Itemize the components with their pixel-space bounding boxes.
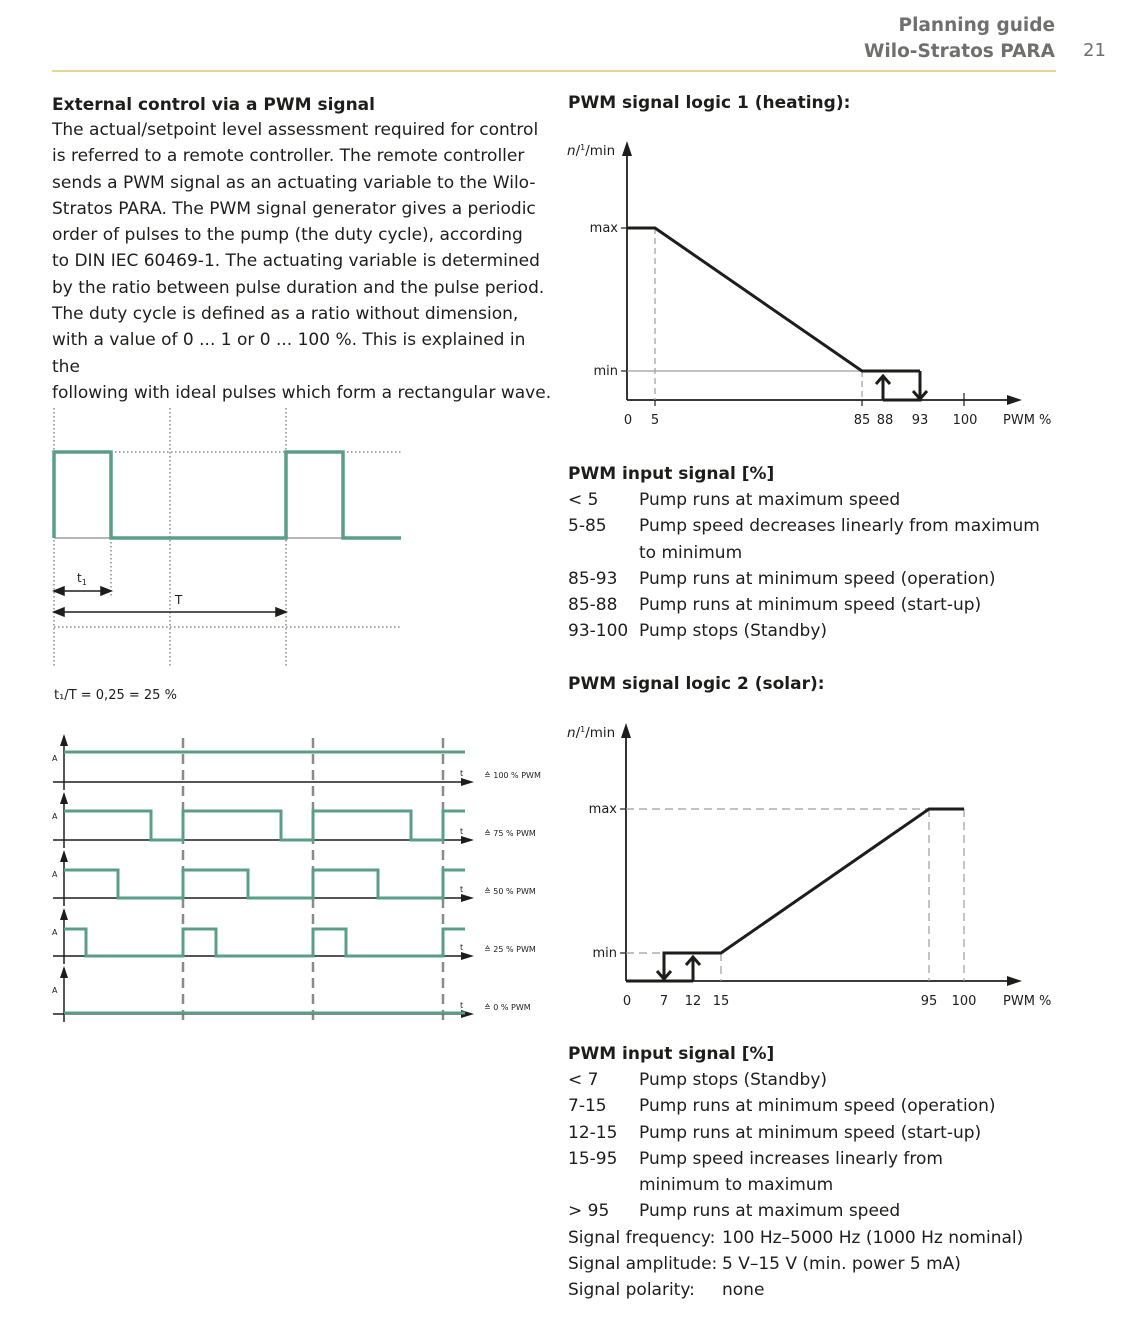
logic1-table [568,461,1058,645]
pwm-label: ≙ 100 % PWM [484,771,541,780]
table-row: 12-15 Pump runs at minimum speed (start-up) [568,1122,982,1143]
header-title-line2: Wilo-Stratos PARA [864,41,1055,62]
svg-text:100: 100 [951,994,977,1009]
logic2-table [568,1041,1058,1304]
x-axis-label: PWM % [1003,413,1052,428]
logic2-table-heading: PWM input signal [%] [568,1044,775,1064]
logic1-heading: PWM signal logic 1 (heating): [568,93,851,113]
y-tick-min: min [593,364,618,379]
header-title-line1: Planning guide [898,15,1055,36]
logic1-table-heading: PWM input signal [%] [568,464,775,484]
t1-label: $t_1$ [77,571,87,587]
t1-dimension [54,587,111,595]
table-row: 85-93 Pump runs at minimum speed (operation) [568,568,996,589]
header-rule [52,70,1056,72]
svg-text:7: 7 [659,994,669,1009]
y-axis-arrow-icon [621,723,631,738]
spec-row-polarity: Signal polarity: none [568,1280,765,1301]
spec-row-frequency: Signal frequency: 100 Hz–5000 Hz (1000 Hz nominal) [568,1227,1024,1248]
speed-curve [664,809,964,978]
paragraph-line: The actual/setpoint level assessment required for control [52,120,539,140]
logic2-heading: PWM signal logic 2 (solar): [568,674,825,694]
y-tick-min: min [592,946,617,961]
svg-text:100: 100 [952,413,978,428]
section-heading: External control via a PWM signal [52,95,375,115]
left-intro [52,93,552,406]
paragraph-line: to DIN IEC 60469-1. The actuating variable is determined [52,251,540,272]
header-title [864,13,1055,65]
waveform-row-100 [52,734,541,790]
speed-curve [627,228,920,371]
logic2-chart [560,712,1070,1022]
waveform-row-75 [52,792,536,848]
paragraph-line: following with ideal pulses which form a rectangular wave. [52,382,552,403]
svg-text:15: 15 [712,994,730,1009]
intro-paragraph [52,117,552,406]
page-number: 21 [1083,40,1106,61]
duty-cycle-diagram [40,400,420,720]
paragraph-line: sends a PWM signal as an actuating variable to the Wilo- [52,172,536,193]
x-axis-arrow-icon [1007,395,1022,405]
svg-text:A: A [52,928,58,937]
pwm-label: ≙ 0 % PWM [484,1003,531,1012]
svg-text:t: t [460,943,464,952]
svg-text:t: t [460,1001,464,1010]
svg-text:95: 95 [920,994,938,1009]
svg-text:88: 88 [876,413,894,428]
svg-text:t: t [460,827,464,836]
paragraph-line: with a value of 0 ... 1 or 0 ... 100 %. This is explained in the [52,330,526,377]
svg-text:12: 12 [684,994,702,1009]
svg-text:0: 0 [622,994,632,1009]
svg-text:t: t [460,769,464,778]
svg-text:A: A [52,754,58,763]
svg-text:5: 5 [650,413,660,428]
svg-text:93: 93 [911,413,929,428]
svg-text:0: 0 [623,413,633,428]
svg-text:A: A [52,986,58,995]
spec-row-amplitude: Signal amplitude: 5 V–15 V (min. power 5 mA) [568,1254,961,1275]
y-tick-max: max [589,221,618,236]
x-axis-arrow-icon [1007,976,1022,986]
pwm-label: ≙ 75 % PWM [484,829,536,838]
pwm-label: ≙ 50 % PWM [484,887,536,896]
pwm-signal [54,452,401,538]
waveform-row-25 [52,908,536,964]
waveform-row-50 [52,850,536,906]
table-row: 93-100 Pump stops (Standby) [568,621,828,642]
table-row: 5-85 Pump speed decreases linearly from maximum to minimum [568,516,1040,563]
table-row: > 95 Pump runs at maximum speed [568,1201,901,1222]
table-row: 7-15 Pump runs at minimum speed (operation) [568,1096,996,1117]
y-axis-arrow-icon [622,141,632,156]
paragraph-line: by the ratio between pulse duration and the pulse period. [52,277,545,298]
T-label: T [175,593,183,607]
svg-text:85: 85 [853,413,871,428]
logic1-chart [560,130,1070,440]
paragraph-line: Stratos PARA. The PWM signal generator gives a periodic [52,198,536,219]
table-row: < 5 Pump runs at maximum speed [568,490,901,510]
x-axis-label: PWM % [1003,994,1052,1009]
y-axis-label: n/$^1$/min [567,725,616,741]
svg-text:A: A [52,870,58,879]
svg-text:A: A [52,812,58,821]
waveform-row-0 [52,966,531,1022]
table-row: 15-95 Pump speed increases linearly from minimum to maximum [568,1148,943,1196]
pwm-waveforms-diagram [40,730,560,1030]
paragraph-line: is referred to a remote controller. The remote controller [52,146,525,167]
table-row: 85-88 Pump runs at minimum speed (start-up) [568,595,982,616]
table-row: < 7 Pump stops (Standby) [568,1070,828,1090]
svg-text:t: t [460,885,464,894]
y-tick-max: max [588,802,617,817]
y-axis-label: n/$^1$/min [567,143,616,159]
paragraph-line: order of pulses to the pump (the duty cycle), according [52,225,523,246]
duty-formula: t₁/T = 0,25 = 25 % [54,688,177,703]
paragraph-line: The duty cycle is defined as a ratio without dimension, [52,304,519,325]
pwm-label: ≙ 25 % PWM [484,945,536,954]
